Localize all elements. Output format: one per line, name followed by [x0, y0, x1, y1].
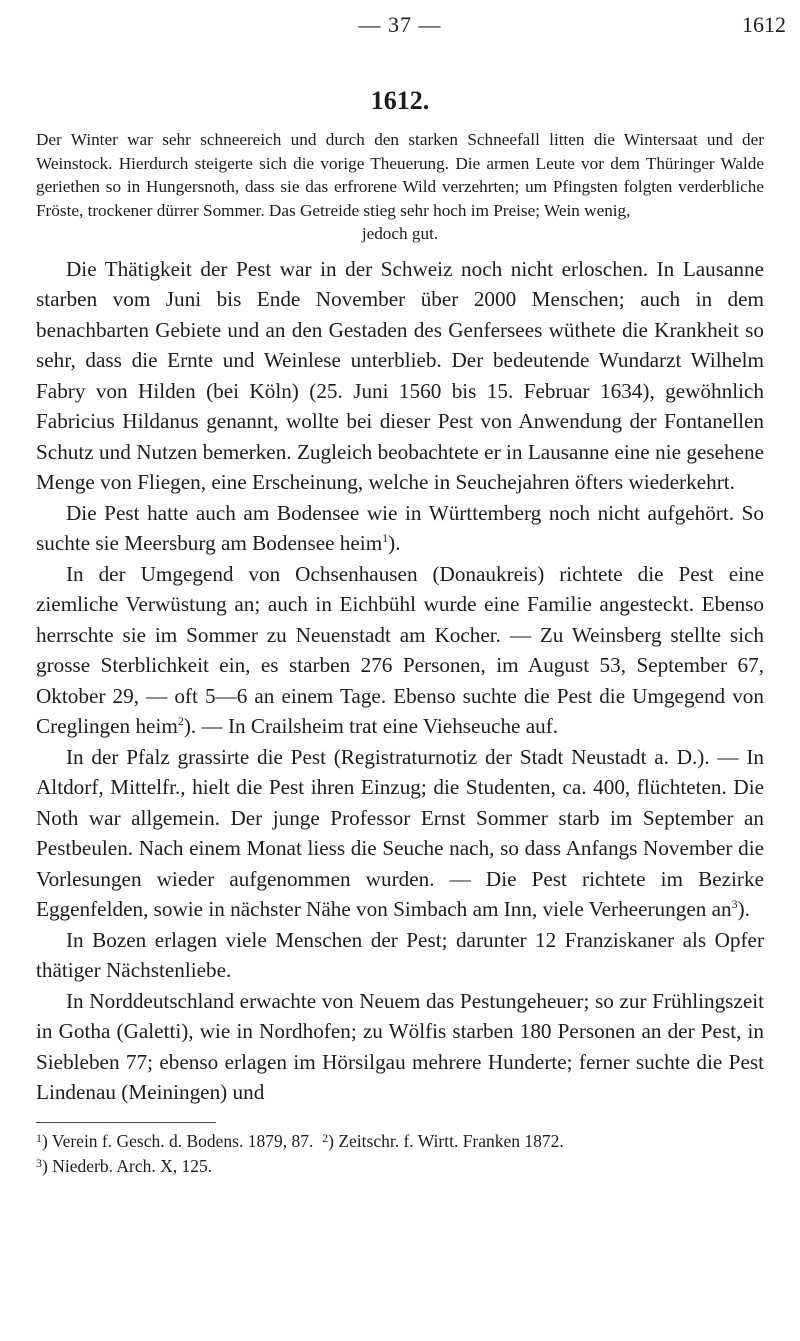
- paragraph-4-end: ).: [737, 897, 750, 922]
- paragraph-2: [36, 498, 764, 559]
- paragraph-1: Die Thätigkeit der Pest war in der Schweiz noch nicht erloschen. In Lausanne starben vom Juni bis Ende November über 2000 Menschen; auch in dem benachbarten Gebiete und an den Gestaden des Genfersees wüthete die Krankheit so sehr, dass die Ernte und Weinlese unterblieb. Der bedeutende Wundarzt Wilhelm Fabry von Hilden (bei Köln) (25. Juni 1560 bis 15. Februar 1634), gewöhnlich Fabricius Hildanus genannt, wollte bei dieser Pest von Anwendung der Fontanellen Schutz und Nutzen bemerken. Zugleich beobachtete er in Lausanne eine nie gesehene Menge von Fliegen, eine Erscheinung, welche in Seuchejahren öfters wiederkehrt.: [36, 256, 764, 495]
- footnote-line-1: [36, 1127, 764, 1152]
- paragraph-2-end: ).: [388, 531, 401, 556]
- running-head: [36, 0, 786, 40]
- paragraph-4: [36, 742, 764, 925]
- footnote-ref-1: 1: [382, 531, 389, 546]
- paragraph-3-end: ). — In Crailsheim trat eine Viehseuche auf.: [183, 714, 559, 739]
- intro-text: Der Winter war sehr schneereich und durch den starken Schneefall litten die Wintersaat und der Weinstock. Hierdurch steigerte sich die vorige Theuerung. Die armen Leute vor dem Thüringer Walde geriethen so in Hungersnoth, dass sie das erfrorene Wild verzehrten; um Pfingsten folgten verderbliche Fröste, trockener dürrer Sommer. Das Getreide stieg sehr hoch im Preise; Wein wenig,: [36, 130, 764, 220]
- footnote-1-mark: 1: [36, 1130, 42, 1145]
- footnotes: [36, 1127, 764, 1177]
- footnote-3-mark: 3: [36, 1155, 42, 1170]
- page-number: — 37 —: [358, 12, 442, 37]
- paragraph-3: [36, 559, 764, 742]
- footnote-ref-3: 3: [731, 897, 738, 912]
- footnote-3-text: ) Niederb. Arch. X, 125.: [42, 1155, 213, 1176]
- footnote-2-text: ) Zeitschr. f. Wirtt. Franken 1872.: [328, 1130, 564, 1151]
- footnote-ref-2: 2: [177, 714, 184, 729]
- paragraph-5: In Bozen erlagen viele Menschen der Pest; darunter 12 Franziskaner als Opfer thätiger Nächstenliebe.: [36, 927, 764, 983]
- paragraph-2-text: Die Pest hatte auch am Bodensee wie in Württemberg noch nicht aufgehört. So suchte sie Meersburg am Bodensee heim: [36, 500, 764, 556]
- paragraph-4-text: In der Pfalz grassirte die Pest (Registraturnotiz der Stadt Neustadt a. D.). — In Altdorf, Mittelfr., hielt die Pest ihren Einzug; die Studenten, ca. 400, flüchteten. Die Noth war allgemein. Der junge Professor Ernst Sommer starb im September an Pestbeulen. Nach einem Monat liess die Seuche nach, so dass Anfangs November die Vorlesungen wieder aufgenommen wurden. — Die Pest richtete im Bezirke Eggenfelden, sowie in nächster Nähe von Simbach am Inn, viele Verheerungen an: [36, 744, 764, 922]
- running-year: 1612: [742, 12, 786, 37]
- paragraph-6: In Norddeutschland erwachte von Neuem das Pestungeheuer; so zur Frühlingszeit in Gotha (Galetti), wie in Nordhofen; zu Wölfis starben 180 Personen an der Pest, in Siebleben 77; ebenso erlagen im Hörsilgau mehrere Hunderte; ferner suchte die Pest Lindenau (Meiningen) und: [36, 988, 764, 1105]
- footnote-1-text: ) Verein f. Gesch. d. Bodens. 1879, 87.: [42, 1130, 314, 1151]
- footnote-2-mark: 2: [322, 1130, 329, 1145]
- footnote-divider: [36, 1122, 216, 1123]
- page: [36, 0, 786, 1177]
- paragraph-3-text: In der Umgegend von Ochsenhausen (Donaukreis) richtete die Pest eine ziemliche Verwüstung an; auch in Eichbühl wurde eine Familie angesteckt. Ebenso herrschte sie im Sommer zu Neuenstadt am Kocher. — Zu Weinsberg stellte sich grosse Sterblichkeit ein, es starben 276 Personen, im August 53, September 67, Oktober 29, — oft 5—6 an einem Tage. Ebenso suchte die Pest die Umgegend von Creglingen heim: [36, 561, 764, 739]
- body-text: [36, 254, 764, 1108]
- intro-paragraph: [36, 128, 764, 246]
- section-heading: 1612.: [370, 86, 430, 115]
- footnote-line-2: [36, 1152, 764, 1177]
- intro-last-line: jedoch gut.: [361, 224, 439, 244]
